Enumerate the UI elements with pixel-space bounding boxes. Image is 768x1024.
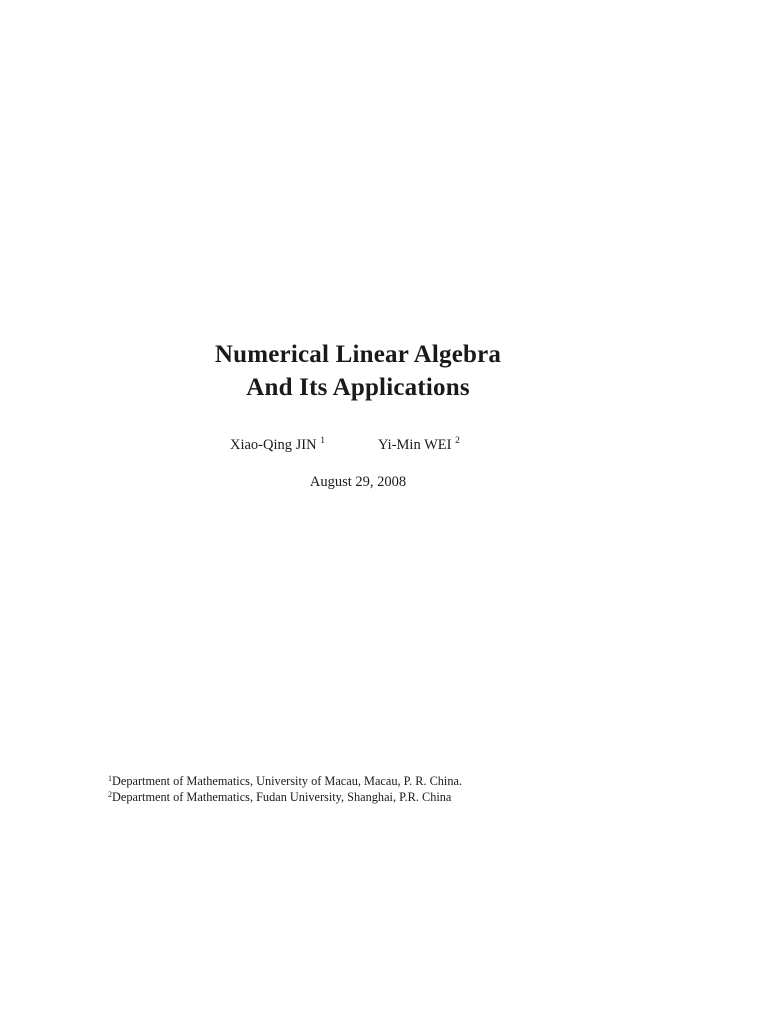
publication-date: August 29, 2008: [309, 474, 407, 490]
footnote-2-text: Department of Mathematics, Fudan University, Shanghai, P.R. China: [112, 790, 452, 804]
title-line-1: Numerical Linear Algebra: [214, 341, 502, 368]
author-2-name: Yi-Min WEI: [378, 437, 452, 453]
footnote-2: [108, 789, 462, 805]
footnote-1-text: Department of Mathematics, University of Macau, Macau, P. R. China.: [112, 774, 463, 788]
footnote-2-mark: 2: [108, 790, 112, 799]
author-1: [230, 437, 325, 454]
title-line-2: And Its Applications: [246, 374, 470, 401]
footnotes: [108, 773, 462, 805]
footnote-1: [108, 773, 462, 789]
author-1-footnote-mark: 1: [320, 436, 325, 446]
author-2: [378, 437, 460, 454]
title-block: [0, 338, 716, 404]
author-2-footnote-mark: 2: [455, 436, 460, 446]
footnote-1-mark: 1: [108, 774, 112, 783]
author-1-name: Xiao-Qing JIN: [230, 437, 317, 453]
